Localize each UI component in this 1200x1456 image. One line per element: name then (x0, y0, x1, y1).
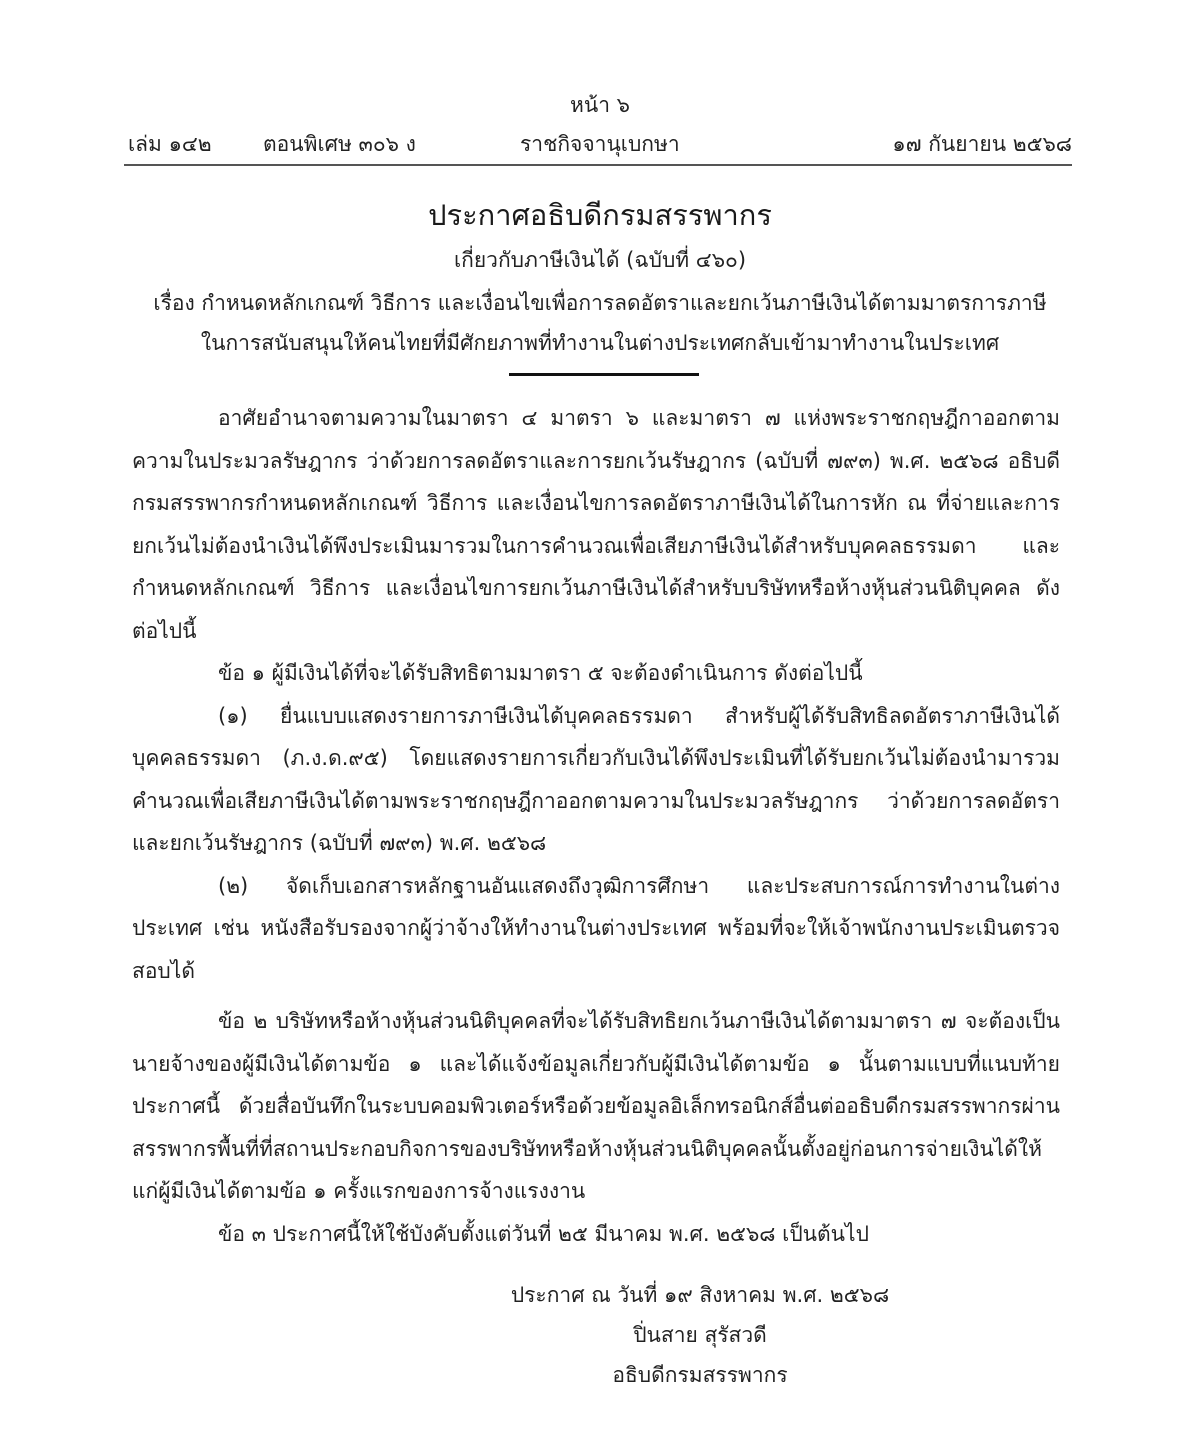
gazette-issue: ตอนพิเศษ ๓๐๖ ง (263, 132, 416, 156)
signature-block (400, 1275, 1000, 1395)
gazette-date: ๑๗ กันยายน ๒๕๖๘ (892, 132, 1072, 156)
clause-1: ข้อ ๑ ผู้มีเงินได้ที่จะได้รับสิทธิตามมาตรา ๕ จะต้องดำเนินการ ดังต่อไปนี้ (218, 661, 863, 685)
announcement-body (132, 397, 1060, 1255)
clause-2: ข้อ ๒ บริษัทหรือห้างหุ้นส่วนนิติบุคคลที่จะได้รับสิทธิยกเว้นภาษีเงินได้ตามมาตรา ๗ จะต้องเป็นนายจ้างของผู้มีเงินได้ตามข้อ ๑ และได้แจ้งข้อมูลเกี่ยวกับผู้มีเงินได้ตามข้อ ๑ นั้นตามแบบที่แนบท้ายประกาศนี้ ด้วยสื่อบันทึกในระบบคอมพิวเตอร์หรือด้วยข้อมูลอิเล็กทรอนิกส์อื่นต่ออธิบดีกรมสรรพากรผ่านสรรพากรพื้นที่ที่สถานประกอบกิจการของบริษัทหรือห้างหุ้นส่วนนิติบุคคลนั้นตั้งอยู่ก่อนการจ่ายเงินได้ให้แก่ผู้มีเงินได้ตามข้อ ๑ ครั้งแรกของการจ้างแรงงาน (132, 1009, 1060, 1203)
signatory-name: ปิ่นสาย สุรัสวดี (633, 1323, 767, 1347)
announcement-title: ประกาศอธิบดีกรมสรรพากร (428, 198, 772, 232)
clause-1-item-2: (๒) จัดเก็บเอกสารหลักฐานอันแสดงถึงวุฒิการศึกษา และประสบการณ์การทำงานในต่างประเทศ เช่น หนังสือรับรองจากผู้ว่าจ้างให้ทำงานในต่างประเทศ พร้อมที่จะให้เจ้าพนักงานประเมินตรวจสอบได้ (132, 873, 1060, 983)
announcement-subject (128, 283, 1072, 363)
clause-1-item-1: (๑) ยื่นแบบแสดงรายการภาษีเงินได้บุคคลธรรมดา สำหรับผู้ได้รับสิทธิลดอัตราภาษีเงินได้บุคคลธรรมดา (ภ.ง.ด.๙๕) โดยแสดงรายการเกี่ยวกับเงินได้พึงประเมินที่ได้รับยกเว้นไม่ต้องนำมารวมคำนวณเพื่อเสียภาษีเงินได้ตามพระราชกฤษฎีกาออกตามความในประมวลรัษฎากร ว่าด้วยการลดอัตราและยกเว้นรัษฎากร (ฉบับที่ ๗๙๓) พ.ศ. ๒๕๖๘ (132, 703, 1060, 855)
title-separator (509, 373, 699, 376)
subject-line: เรื่อง กำหนดหลักเกณฑ์ วิธีการ และเงื่อนไขเพื่อการลดอัตราและยกเว้นภาษีเงินได้ตามมาตรการภาษี (153, 291, 1047, 315)
header-divider (124, 164, 1072, 166)
gazette-volume: เล่ม ๑๔๒ (128, 132, 212, 156)
page-number: หน้า ๖ (570, 93, 630, 117)
subject-line: ในการสนับสนุนให้คนไทยที่มีศักยภาพที่ทำงานในต่างประเทศกลับเข้ามาทำงานในประเทศ (200, 331, 1000, 355)
gazette-name: ราชกิจจานุเบกษา (520, 132, 680, 156)
announcement-subtitle: เกี่ยวกับภาษีเงินได้ (ฉบับที่ ๔๖๐) (453, 248, 747, 272)
preamble-paragraph: อาศัยอำนาจตามความในมาตรา ๔ มาตรา ๖ และมาตรา ๗ แห่งพระราชกฤษฎีกาออกตามความในประมวลรัษฎากร ว่าด้วยการลดอัตราและการยกเว้นรัษฎากร (ฉบับที่ ๗๙๓) พ.ศ. ๒๕๖๘ อธิบดีกรมสรรพากรกำหนดหลักเกณฑ์ วิธีการ และเงื่อนไขการลดอัตราภาษีเงินได้ในการหัก ณ ที่จ่ายและการยกเว้นไม่ต้องนำเงินได้พึงประเมินมารวมในการคำนวณเพื่อเสียภาษีเงินได้สำหรับบุคคลธรรมดา และกำหนดหลักเกณฑ์ วิธีการ และเงื่อนไขการยกเว้นภาษีเงินได้สำหรับบริษัทหรือห้างหุ้นส่วนนิติบุคคล ดังต่อไปนี้ (132, 406, 1060, 643)
signature-date: ประกาศ ณ วันที่ ๑๙ สิงหาคม พ.ศ. ๒๕๖๘ (510, 1283, 890, 1307)
gazette-header (128, 127, 1072, 161)
clause-3: ข้อ ๓ ประกาศนี้ให้ใช้บังคับตั้งแต่วันที่ ๒๕ มีนาคม พ.ศ. ๒๕๖๘ เป็นต้นไป (218, 1221, 869, 1246)
signatory-position: อธิบดีกรมสรรพากร (612, 1363, 788, 1387)
